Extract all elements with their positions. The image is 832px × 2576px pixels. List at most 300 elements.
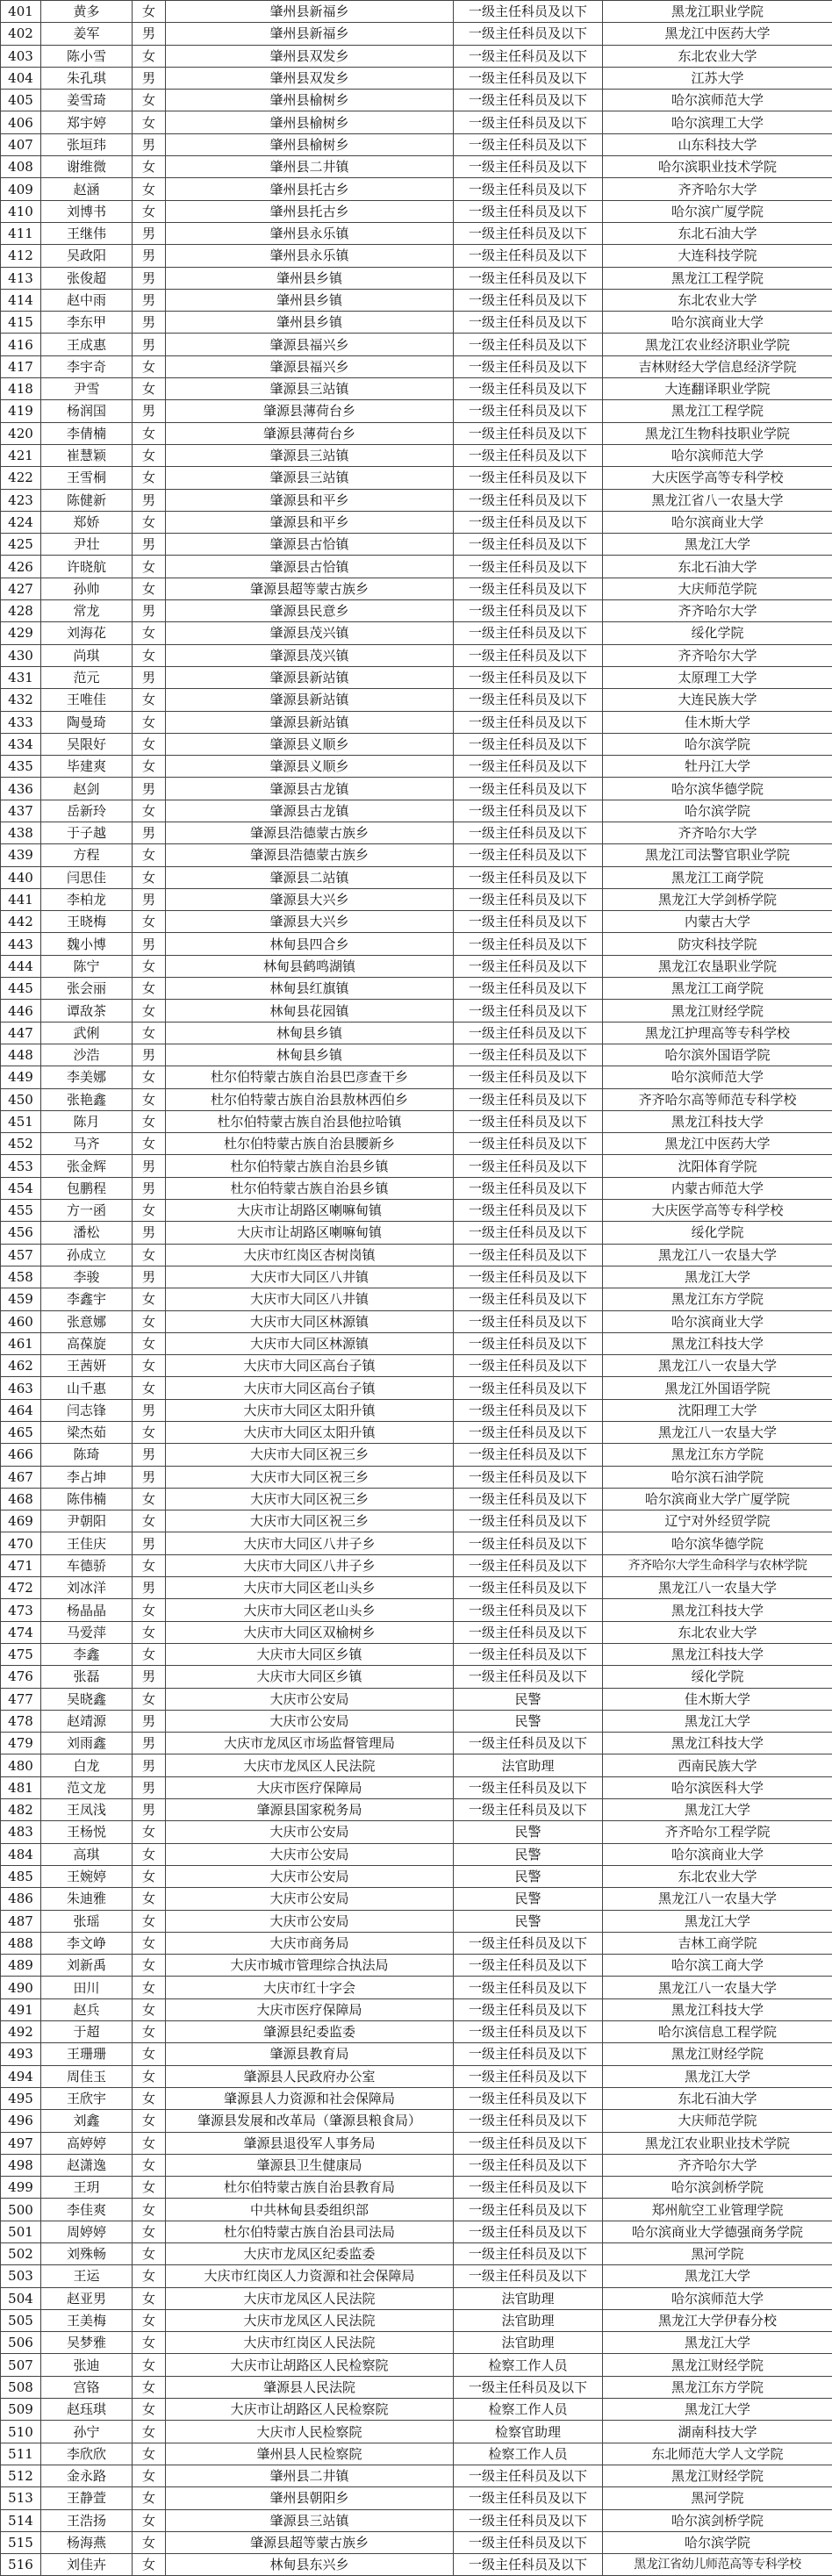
school-cell: 黑龙江大学 — [603, 1799, 832, 1821]
gender-cell: 女 — [133, 1599, 166, 1621]
name-cell: 马齐 — [41, 1133, 133, 1155]
position-cell: 一级主任科员及以下 — [454, 1599, 603, 1621]
position-cell: 一级主任科员及以下 — [454, 556, 603, 578]
name-cell: 陶曼琦 — [41, 711, 133, 733]
table-row — [1, 1332, 832, 1354]
school-cell: 佳木斯大学 — [603, 1688, 832, 1710]
position-cell: 一级主任科员及以下 — [454, 1998, 603, 2020]
employer-cell: 大庆市大同区八井镇 — [166, 1266, 454, 1288]
position-cell: 一级主任科员及以下 — [454, 400, 603, 422]
employer-cell: 肇源县义顺乡 — [166, 733, 454, 755]
employer-cell: 肇州县永乐镇 — [166, 222, 454, 244]
position-cell: 一级主任科员及以下 — [454, 534, 603, 556]
school-cell: 大庆师范学院 — [603, 2110, 832, 2132]
table-row — [1, 644, 832, 666]
school-cell: 哈尔滨商业大学 — [603, 511, 832, 533]
employer-cell: 大庆市城市管理综合执法局 — [166, 1955, 454, 1977]
position-cell: 一级主任科员及以下 — [454, 1377, 603, 1399]
table-row — [1, 800, 832, 822]
row-number-cell: 483 — [1, 1821, 41, 1843]
school-cell: 黑龙江大学 — [603, 1710, 832, 1732]
employer-cell: 肇源县浩德蒙古族乡 — [166, 844, 454, 866]
gender-cell: 男 — [133, 1444, 166, 1466]
gender-cell: 女 — [133, 1000, 166, 1022]
table-row — [1, 1910, 832, 1932]
name-cell: 吴晓鑫 — [41, 1688, 133, 1710]
employer-cell: 肇州县人民检察院 — [166, 2443, 454, 2465]
gender-cell: 男 — [133, 1044, 166, 1066]
employer-cell: 大庆市医疗保障局 — [166, 1998, 454, 2020]
gender-cell: 女 — [133, 1244, 166, 1266]
row-number-cell: 442 — [1, 911, 41, 933]
row-number-cell: 491 — [1, 1998, 41, 2020]
gender-cell: 女 — [133, 2087, 166, 2109]
name-cell: 张意娜 — [41, 1310, 133, 1332]
table-row — [1, 1688, 832, 1710]
position-cell: 一级主任科员及以下 — [454, 45, 603, 67]
gender-cell: 女 — [133, 711, 166, 733]
position-cell: 一级主任科员及以下 — [454, 866, 603, 888]
gender-cell: 女 — [133, 2221, 166, 2242]
row-number-cell: 406 — [1, 111, 41, 133]
row-number-cell: 453 — [1, 1155, 41, 1177]
school-cell: 防灾科技学院 — [603, 933, 832, 955]
employer-cell: 肇州县双发乡 — [166, 67, 454, 89]
row-number-cell: 413 — [1, 267, 41, 289]
school-cell: 黑龙江大学 — [603, 2332, 832, 2354]
row-number-cell: 420 — [1, 422, 41, 444]
school-cell: 黑龙江财经学院 — [603, 1000, 832, 1022]
gender-cell: 女 — [133, 1066, 166, 1088]
table-row — [1, 2265, 832, 2287]
position-cell: 一级主任科员及以下 — [454, 2554, 603, 2576]
school-cell: 黑龙江大学剑桥学院 — [603, 888, 832, 910]
row-number-cell: 440 — [1, 866, 41, 888]
school-cell: 黑龙江八一农垦大学 — [603, 1577, 832, 1599]
employer-cell: 肇源县退役军人事务局 — [166, 2132, 454, 2154]
name-cell: 刘冰洋 — [41, 1577, 133, 1599]
employer-cell: 肇源县卫生健康局 — [166, 2154, 454, 2176]
name-cell: 张瑶 — [41, 1910, 133, 1932]
name-cell: 刘佳卉 — [41, 2554, 133, 2576]
row-number-cell: 474 — [1, 1621, 41, 1643]
name-cell: 谭敌茶 — [41, 1000, 133, 1022]
table-row — [1, 23, 832, 45]
gender-cell: 男 — [133, 1799, 166, 1821]
gender-cell: 女 — [133, 2487, 166, 2509]
employer-cell: 大庆市人民检察院 — [166, 2421, 454, 2443]
row-number-cell: 473 — [1, 1599, 41, 1621]
employer-cell: 大庆市大同区八井镇 — [166, 1288, 454, 1310]
name-cell: 李占坤 — [41, 1466, 133, 1488]
employer-cell: 林甸县鹤鸣湖镇 — [166, 955, 454, 977]
gender-cell: 女 — [133, 800, 166, 822]
position-cell: 一级主任科员及以下 — [454, 1, 603, 23]
row-number-cell: 496 — [1, 2110, 41, 2132]
table-row — [1, 1599, 832, 1621]
table-row — [1, 1466, 832, 1488]
table-row — [1, 1510, 832, 1532]
gender-cell: 男 — [133, 822, 166, 843]
table-row — [1, 2043, 832, 2065]
school-cell: 东北农业大学 — [603, 289, 832, 311]
employer-cell: 肇源县三站镇 — [166, 444, 454, 466]
gender-cell: 女 — [133, 1932, 166, 1954]
gender-cell: 女 — [133, 511, 166, 533]
position-cell: 一级主任科员及以下 — [454, 600, 603, 622]
name-cell: 陈健新 — [41, 489, 133, 511]
row-number-cell: 452 — [1, 1133, 41, 1155]
table-row — [1, 1621, 832, 1643]
school-cell: 黑龙江工商学院 — [603, 978, 832, 1000]
table-row — [1, 1577, 832, 1599]
row-number-cell: 441 — [1, 888, 41, 910]
employer-cell: 肇州县双发乡 — [166, 45, 454, 67]
name-cell: 于超 — [41, 2021, 133, 2043]
school-cell: 黑龙江财经学院 — [603, 2354, 832, 2376]
position-cell: 一级主任科员及以下 — [454, 245, 603, 267]
row-number-cell: 408 — [1, 156, 41, 178]
name-cell: 郑娇 — [41, 511, 133, 533]
row-number-cell: 460 — [1, 1310, 41, 1332]
employer-cell: 林甸县东兴乡 — [166, 2554, 454, 2576]
position-cell: 一级主任科员及以下 — [454, 133, 603, 155]
employer-cell: 肇源县人力资源和社会保障局 — [166, 2087, 454, 2109]
name-cell: 方程 — [41, 844, 133, 866]
row-number-cell: 477 — [1, 1688, 41, 1710]
employer-cell: 肇源县薄荷台乡 — [166, 400, 454, 422]
employer-cell: 大庆市大同区八井子乡 — [166, 1554, 454, 1576]
name-cell: 陈月 — [41, 1110, 133, 1132]
gender-cell: 男 — [133, 312, 166, 334]
school-cell: 哈尔滨华德学院 — [603, 778, 832, 800]
row-number-cell: 506 — [1, 2332, 41, 2354]
employer-cell: 肇源县新站镇 — [166, 666, 454, 688]
school-cell: 郑州航空工业管理学院 — [603, 2199, 832, 2221]
employer-cell: 肇源县国家税务局 — [166, 1799, 454, 1821]
position-cell: 一级主任科员及以下 — [454, 2132, 603, 2154]
name-cell: 刘海花 — [41, 622, 133, 644]
position-cell: 一级主任科员及以下 — [454, 23, 603, 45]
position-cell: 一级主任科员及以下 — [454, 1133, 603, 1155]
employer-cell: 肇源县民意乡 — [166, 600, 454, 622]
school-cell: 哈尔滨理工大学 — [603, 111, 832, 133]
school-cell: 东北农业大学 — [603, 1621, 832, 1643]
gender-cell: 女 — [133, 733, 166, 755]
position-cell: 一级主任科员及以下 — [454, 200, 603, 222]
table-row — [1, 2354, 832, 2376]
school-cell: 大庆医学高等专科学校 — [603, 467, 832, 489]
employer-cell: 杜尔伯特蒙古族自治县腰新乡 — [166, 1133, 454, 1155]
table-row — [1, 1266, 832, 1288]
name-cell: 潘松 — [41, 1222, 133, 1244]
table-row — [1, 1932, 832, 1954]
employer-cell: 肇州县榆树乡 — [166, 111, 454, 133]
school-cell: 黑龙江中医药大学 — [603, 1133, 832, 1155]
row-number-cell: 434 — [1, 733, 41, 755]
gender-cell: 女 — [133, 1088, 166, 1110]
school-cell: 黑龙江科技大学 — [603, 1332, 832, 1354]
name-cell: 赵珏琪 — [41, 2399, 133, 2421]
gender-cell: 女 — [133, 111, 166, 133]
row-number-cell: 471 — [1, 1554, 41, 1576]
school-cell: 黑龙江东方学院 — [603, 1444, 832, 1466]
name-cell: 张金辉 — [41, 1155, 133, 1177]
position-cell: 一级主任科员及以下 — [454, 511, 603, 533]
position-cell: 一级主任科员及以下 — [454, 267, 603, 289]
name-cell: 赵剑 — [41, 778, 133, 800]
gender-cell: 女 — [133, 622, 166, 644]
school-cell: 黑龙江财经学院 — [603, 2043, 832, 2065]
name-cell: 范文龙 — [41, 1776, 133, 1798]
row-number-cell: 431 — [1, 666, 41, 688]
name-cell: 尚琪 — [41, 644, 133, 666]
employer-cell: 林甸县乡镇 — [166, 1044, 454, 1066]
school-cell: 齐齐哈尔大学 — [603, 822, 832, 843]
school-cell: 绥化学院 — [603, 1666, 832, 1688]
name-cell: 赵靖源 — [41, 1710, 133, 1732]
position-cell: 一级主任科员及以下 — [454, 1532, 603, 1554]
employer-cell: 肇源县浩德蒙古族乡 — [166, 822, 454, 843]
employer-cell: 大庆市大同区祝三乡 — [166, 1510, 454, 1532]
employer-cell: 肇源县古恰镇 — [166, 556, 454, 578]
name-cell: 田川 — [41, 1977, 133, 1998]
row-number-cell: 487 — [1, 1910, 41, 1932]
employer-cell: 杜尔伯特蒙古族自治县乡镇 — [166, 1177, 454, 1199]
employer-cell: 肇源县大兴乡 — [166, 911, 454, 933]
table-row — [1, 2554, 832, 2576]
name-cell: 陈宁 — [41, 955, 133, 977]
school-cell: 大庆医学高等专科学校 — [603, 1200, 832, 1222]
row-number-cell: 459 — [1, 1288, 41, 1310]
position-cell: 民警 — [454, 1910, 603, 1932]
position-cell: 一级主任科员及以下 — [454, 778, 603, 800]
school-cell: 黑龙江八一农垦大学 — [603, 1244, 832, 1266]
employer-cell: 肇源县新站镇 — [166, 689, 454, 711]
row-number-cell: 489 — [1, 1955, 41, 1977]
gender-cell: 女 — [133, 955, 166, 977]
employer-cell: 肇州县朝阳乡 — [166, 2487, 454, 2509]
gender-cell: 女 — [133, 1843, 166, 1865]
position-cell: 一级主任科员及以下 — [454, 111, 603, 133]
row-number-cell: 451 — [1, 1110, 41, 1132]
position-cell: 民警 — [454, 1865, 603, 1887]
school-cell: 黑龙江八一农垦大学 — [603, 1888, 832, 1910]
row-number-cell: 515 — [1, 2531, 41, 2553]
table-row — [1, 1288, 832, 1310]
position-cell: 一级主任科员及以下 — [454, 467, 603, 489]
position-cell: 一级主任科员及以下 — [454, 289, 603, 311]
row-number-cell: 436 — [1, 778, 41, 800]
gender-cell: 男 — [133, 933, 166, 955]
school-cell: 黑龙江护理高等专科学校 — [603, 1022, 832, 1044]
position-cell: 检察工作人员 — [454, 2354, 603, 2376]
row-number-cell: 418 — [1, 378, 41, 400]
table-row — [1, 1488, 832, 1510]
school-cell: 大庆师范学院 — [603, 578, 832, 599]
gender-cell: 女 — [133, 2332, 166, 2354]
position-cell: 一级主任科员及以下 — [454, 67, 603, 89]
table-row — [1, 2242, 832, 2264]
name-cell: 张艳鑫 — [41, 1088, 133, 1110]
name-cell: 王静萱 — [41, 2487, 133, 2509]
gender-cell: 男 — [133, 289, 166, 311]
name-cell: 白龙 — [41, 1754, 133, 1776]
gender-cell: 女 — [133, 1, 166, 23]
employer-cell: 大庆市大同区八井子乡 — [166, 1532, 454, 1554]
row-number-cell: 509 — [1, 2399, 41, 2421]
name-cell: 刘雨鑫 — [41, 1733, 133, 1754]
table-row — [1, 1754, 832, 1776]
gender-cell: 女 — [133, 1510, 166, 1532]
employer-cell: 中共林甸县委组织部 — [166, 2199, 454, 2221]
name-cell: 吴限好 — [41, 733, 133, 755]
name-cell: 孙帅 — [41, 578, 133, 599]
school-cell: 辽宁对外经贸学院 — [603, 1510, 832, 1532]
gender-cell: 女 — [133, 1910, 166, 1932]
employer-cell: 肇州县二井镇 — [166, 2465, 454, 2486]
table-row — [1, 67, 832, 89]
name-cell: 李柏龙 — [41, 888, 133, 910]
table-row — [1, 1133, 832, 1155]
table-row — [1, 1088, 832, 1110]
employer-cell: 肇源县教育局 — [166, 2043, 454, 2065]
gender-cell: 男 — [133, 67, 166, 89]
name-cell: 张俊超 — [41, 267, 133, 289]
gender-cell: 男 — [133, 666, 166, 688]
employer-cell: 肇源县发展和改革局（肇源县粮食局） — [166, 2110, 454, 2132]
school-cell: 齐齐哈尔大学 — [603, 644, 832, 666]
employer-cell: 大庆市公安局 — [166, 1821, 454, 1843]
school-cell: 哈尔滨广厦学院 — [603, 200, 832, 222]
position-cell: 一级主任科员及以下 — [454, 156, 603, 178]
position-cell: 一级主任科员及以下 — [454, 955, 603, 977]
table-row — [1, 2332, 832, 2354]
table-row — [1, 2177, 832, 2199]
table-row — [1, 1, 832, 23]
position-cell: 检察工作人员 — [454, 2399, 603, 2421]
school-cell: 哈尔滨学院 — [603, 733, 832, 755]
table-row — [1, 844, 832, 866]
gender-cell: 女 — [133, 2265, 166, 2287]
table-row — [1, 334, 832, 355]
name-cell: 武俐 — [41, 1022, 133, 1044]
school-cell: 绥化学院 — [603, 622, 832, 644]
table-row — [1, 534, 832, 556]
gender-cell: 女 — [133, 1865, 166, 1887]
table-row — [1, 1044, 832, 1066]
name-cell: 张会丽 — [41, 978, 133, 1000]
gender-cell: 男 — [133, 489, 166, 511]
table-row — [1, 2443, 832, 2465]
position-cell: 一级主任科员及以下 — [454, 2376, 603, 2398]
position-cell: 法官助理 — [454, 2332, 603, 2354]
employer-cell: 肇源县薄荷台乡 — [166, 422, 454, 444]
row-number-cell: 504 — [1, 2287, 41, 2309]
gender-cell: 男 — [133, 1399, 166, 1421]
employer-cell: 肇州县乡镇 — [166, 289, 454, 311]
school-cell: 哈尔滨学院 — [603, 800, 832, 822]
row-number-cell: 443 — [1, 933, 41, 955]
table-row — [1, 2065, 832, 2087]
table-row — [1, 1355, 832, 1377]
gender-cell: 女 — [133, 2110, 166, 2132]
row-number-cell: 465 — [1, 1422, 41, 1444]
position-cell: 一级主任科员及以下 — [454, 1110, 603, 1132]
school-cell: 西南民族大学 — [603, 1754, 832, 1776]
position-cell: 一级主任科员及以下 — [454, 422, 603, 444]
row-number-cell: 514 — [1, 2509, 41, 2531]
employer-cell: 大庆市龙凤区纪委监委 — [166, 2242, 454, 2264]
employer-cell: 大庆市大同区祝三乡 — [166, 1488, 454, 1510]
school-cell: 黑龙江大学 — [603, 1266, 832, 1288]
row-number-cell: 426 — [1, 556, 41, 578]
employer-cell: 大庆市让胡路区喇嘛甸镇 — [166, 1200, 454, 1222]
employer-cell: 杜尔伯特蒙古族自治县敖林西伯乡 — [166, 1088, 454, 1110]
name-cell: 宫铬 — [41, 2376, 133, 2398]
row-number-cell: 446 — [1, 1000, 41, 1022]
school-cell: 黑龙江科技大学 — [603, 1733, 832, 1754]
gender-cell: 男 — [133, 1222, 166, 1244]
table-row — [1, 133, 832, 155]
name-cell: 张迪 — [41, 2354, 133, 2376]
table-row — [1, 933, 832, 955]
name-cell: 张磊 — [41, 1666, 133, 1688]
position-cell: 一级主任科员及以下 — [454, 978, 603, 1000]
school-cell: 东北石油大学 — [603, 556, 832, 578]
table-row — [1, 1532, 832, 1554]
employer-cell: 肇州县榆树乡 — [166, 90, 454, 111]
name-cell: 尹壮 — [41, 534, 133, 556]
school-cell: 黑龙江省幼儿师范高等专科学校 — [603, 2554, 832, 2576]
gender-cell: 女 — [133, 1332, 166, 1354]
table-row — [1, 911, 832, 933]
school-cell: 齐齐哈尔高等师范专科学校 — [603, 1088, 832, 1110]
employer-cell: 肇源县古恰镇 — [166, 534, 454, 556]
row-number-cell: 435 — [1, 756, 41, 778]
position-cell: 一级主任科员及以下 — [454, 1066, 603, 1088]
row-number-cell: 469 — [1, 1510, 41, 1532]
row-number-cell: 407 — [1, 133, 41, 155]
school-cell: 哈尔滨师范大学 — [603, 1066, 832, 1088]
row-number-cell: 497 — [1, 2132, 41, 2154]
table-row — [1, 245, 832, 267]
name-cell: 李鑫宇 — [41, 1288, 133, 1310]
table-row — [1, 1066, 832, 1088]
name-cell: 李美娜 — [41, 1066, 133, 1088]
table-row — [1, 355, 832, 377]
table-row — [1, 1222, 832, 1244]
table-row — [1, 267, 832, 289]
row-number-cell: 433 — [1, 711, 41, 733]
employer-cell: 肇源县三站镇 — [166, 378, 454, 400]
name-cell: 车德骄 — [41, 1554, 133, 1576]
name-cell: 李东甲 — [41, 312, 133, 334]
employer-cell: 杜尔伯特蒙古族自治县乡镇 — [166, 1155, 454, 1177]
gender-cell: 男 — [133, 267, 166, 289]
row-number-cell: 472 — [1, 1577, 41, 1599]
gender-cell: 男 — [133, 534, 166, 556]
school-cell: 黑龙江中医药大学 — [603, 23, 832, 45]
position-cell: 一级主任科员及以下 — [454, 1222, 603, 1244]
gender-cell: 女 — [133, 90, 166, 111]
employer-cell: 大庆市红岗区人力资源和社会保障局 — [166, 2265, 454, 2287]
gender-cell: 女 — [133, 1310, 166, 1332]
gender-cell: 女 — [133, 1200, 166, 1222]
gender-cell: 女 — [133, 866, 166, 888]
position-cell: 一级主任科员及以下 — [454, 1643, 603, 1665]
row-number-cell: 411 — [1, 222, 41, 244]
